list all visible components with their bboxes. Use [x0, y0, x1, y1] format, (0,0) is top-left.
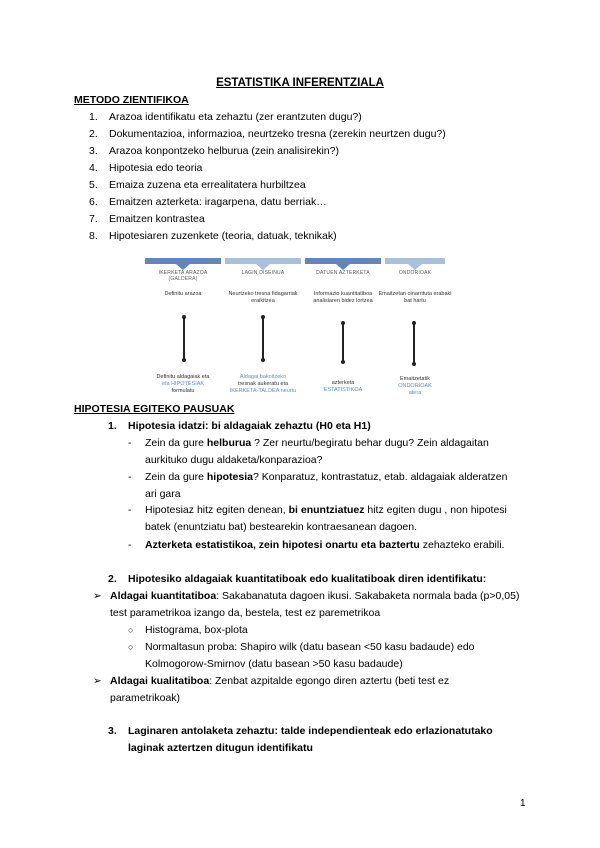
dash-item: - Zein da gure helburua ? Zer neurtu/begiratu behar dugu? Zein aldagaitan aurkituko dugu aldaketa/konparazioa? [128, 437, 489, 466]
dash-item: - Hipotesiaz hitz egiten denean, bi enuntziatuez hitz egiten dugu , non hipotesi batek (enuntziatu bat) bestearekin kontraesanean dagoen. [128, 504, 507, 533]
document-page: ESTATISTIKA INFERENTZIALA METODO ZIENTIFIKOA 1. Arazoa identifikatu eta zehaztu (zer erantzuten dugu?) 2. Dokumentazioa, informazioa, neurtzeko tresna (zerekin neurtzen dugu?) 3. Arazoa konpontzeko helburua (zein analisirekin?) 4. Hipotesia edo teoria 5. Emaiza zuzena eta errealitatera hurbiltzea 6. Emaitzen azterketa: iragarpena, datu berriak… 7. Emaitzen kontrastea 8. Hipotesiaren zuzenkete (teoria, datuak, teknikak) IKERKETA ARAZOA (GALDERA) LAGIN DISEINUA DATUEN AZTERKETA ONDORIOAK Definitu arazoa Neurtzeko tresna fidagarriak eraikitzea Informazio kuantitatiboa analisiaren bidez lortzea Emaitzetan oinarrituta erabaki bat hartu Definitu aldagaiak eta eta HIPOTESIAK formulatu Aldagai bakoitzeko tresnak aukeratu eta IKERKETA-TALDEA neurtu azterketa ESTATISTIKOA Emaitzetatik ONDORIOAK atera HIPOTESIA EGITEKO PAUSUAK 1. Hipotesia idatzi: bi aldagaiak zehaztu (H0 eta H1) - Zein da gure helburua ? Zer neurtu/begiratu behar dugu? Zein aldagaitan aurkituko dugu aldaketa/konparazioa? - Zein da gure hipotesia? Konparatuz, kontrastatuz, etab. aldagaiak alderatzen ari gara - Hipotesiaz hitz egiten denean, bi enuntziatuez hitz egiten dugu , non hipotesi batek (enuntziatu bat) bestearekin kontraesanean dagoen. - Azterketa estatistikoa, zein hipotesi onartu eta baztertu zehazteko erabili. 2. Hipotesiko aldagaiak kuantitatiboak edo kualitatiboak diren identifikatu: ➢ Aldagai kuantitatiboa: Sakabanatuta dagoen ikusi. Sakabaketa normala bada (p>0,05) test parametrikoa izango da, bestela, test ez paremetrikoa ○ Histograma, box-plota ○ Normaltasun proba: Shapiro wilk (datu basean <50 kasu badaude) edo Kolmogorow-Smirnov (datu basean >50 kasu badaude) ➢ Aldagai kualitatiboa: Zenbat azpitalde egongo diren aztertu (beti test ez parametrikoak) 3. Laginaren antolaketa zehaztu: talde independienteak edo erlazionatutako laginak aztertzen ditugun identifikatu 1 [0, 0, 600, 848]
diagram-column-desc: Emaitzetan oinarrituta erabaki bat hartu [378, 291, 452, 304]
process-diagram [145, 258, 452, 403]
document-title: ESTATISTIKA INFERENTZIALA [216, 77, 384, 89]
diagram-column-bottom: Definitu aldagaiak eta eta HIPOTESIAK formulatu [156, 374, 210, 394]
diagram-column-desc: Neurtzeko tresna fidagarriak eraikitzea [228, 291, 298, 304]
connector-dot-icon [341, 360, 345, 364]
hipotesia-heading: HIPOTESIA EGITEKO PAUSUAK [74, 403, 235, 415]
metodo-item: 3. Arazoa konpontzeko helburua (zein analisirekin?) [89, 145, 339, 157]
connector-dot-icon [412, 362, 416, 366]
metodo-item: 1. Arazoa identifikatu eta zehaztu (zer erantzuten dugu?) [89, 111, 362, 123]
metodo-item: 6. Emaitzen azterketa: iragarpena, datu berriak… [89, 196, 327, 208]
diagram-column-label: DATUEN AZTERKETA [316, 270, 370, 276]
connector-line [342, 323, 344, 361]
metodo-item: 4. Hipotesia edo teoria [89, 162, 203, 174]
diagram-column-desc: Definitu arazoa [164, 291, 202, 297]
dash-item: - Zein da gure hipotesia? Konparatuz, kontrastatuz, etab. aldagaiak alderatzen ari gara [128, 471, 508, 500]
metodo-item: 2. Dokumentazioa, informazioa, neurtzeko tresna (zerekin neurtzen dugu?) [89, 128, 446, 140]
metodo-item: 5. Emaiza zuzena eta errealitatera hurbiltzea [89, 179, 306, 191]
circle-bullet-icon: ○ [128, 642, 134, 652]
step-2: 2. Hipotesiko aldagaiak kuantitatiboak edo kualitatiboak diren identifikatu: [108, 573, 487, 585]
metodo-item: 8. Hipotesiaren zuzenkete (teoria, datuak, teknikak) [89, 230, 337, 242]
diagram-column-desc: Informazio kuantitatiboa analisiaren bidez lortzea [313, 291, 373, 304]
diagram-column-label: IKERKETA ARAZOA (GALDERA) [158, 270, 208, 282]
diagram-column-bottom: azterketa ESTATISTIKOA [323, 380, 363, 393]
connector-line [413, 323, 415, 363]
diagram-column-bottom: Aldagai bakoitzeko tresnak aukeratu eta IKERKETA-TALDEA neurtu [229, 374, 297, 394]
connector-dot-icon [261, 358, 265, 362]
connector-dot-icon [182, 358, 186, 362]
step-1: 1. Hipotesia idatzi: bi aldagaiak zehaztu (H0 eta H1) [108, 420, 371, 432]
circle-bullet-icon: ○ [128, 625, 134, 635]
connector-line [262, 317, 264, 359]
diagram-column-bottom: Emaitzetatik ONDORIOAK atera [398, 376, 432, 396]
metodo-heading: METODO ZIENTIFIKOA [74, 94, 189, 106]
arrow-bullet-icon: ➢ [93, 590, 102, 602]
dash-item: - Azterketa estatistikoa, zein hipotesi onartu eta baztertu zehazteko erabili. [128, 539, 505, 551]
diagram-column-label: ONDORIOAK [398, 270, 432, 276]
connector-line [183, 317, 185, 359]
page-number: 1 [520, 798, 526, 809]
metodo-item: 7. Emaitzen kontrastea [89, 213, 205, 225]
step-3: 3. Laginaren antolaketa zehaztu: talde independienteak edo erlazionatutako laginak aztertzen ditugun identifikatu [108, 725, 493, 754]
diagram-column-label: LAGIN DISEINUA [241, 270, 285, 276]
arrow-bullet-icon: ➢ [93, 675, 102, 687]
